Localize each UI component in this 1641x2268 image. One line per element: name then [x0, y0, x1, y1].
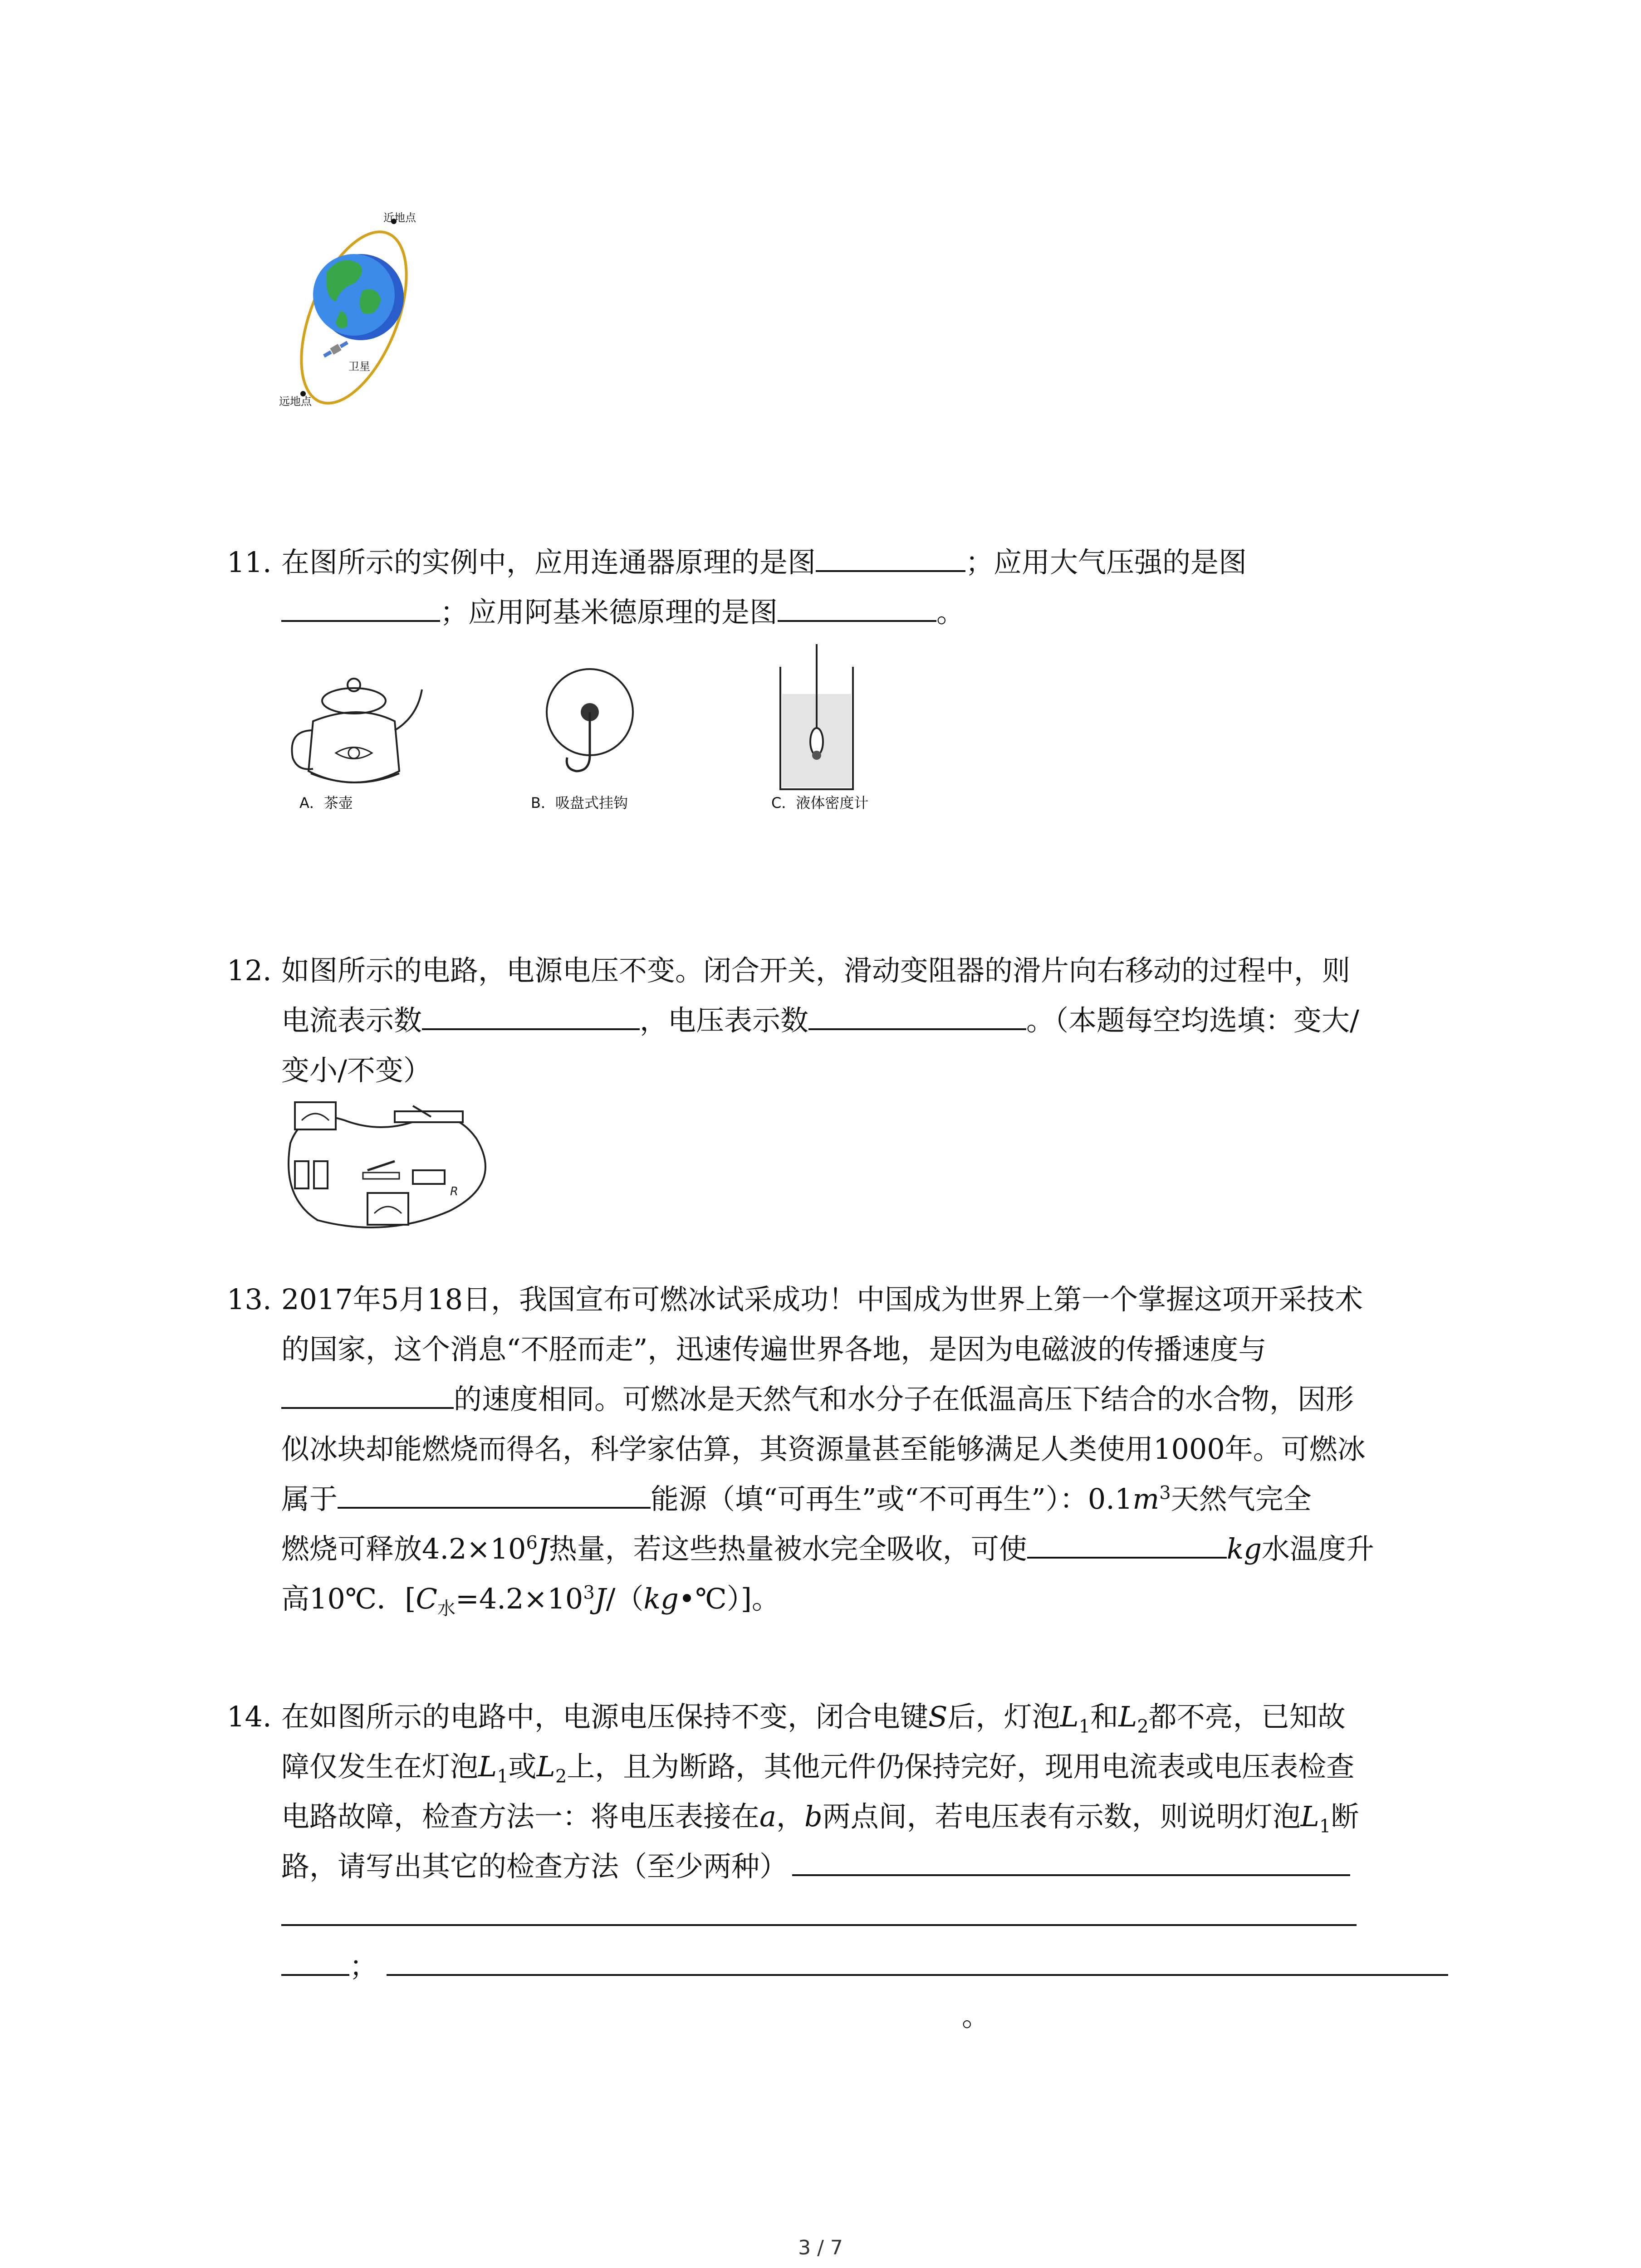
q13-text: 能源（填“可再生”或“不可再生”）：0.1	[651, 1482, 1133, 1515]
q11-text-4: 。	[936, 596, 965, 629]
near-point-label: 近地点	[383, 211, 416, 224]
q14-text: 两点间，若电压表有示数，则说明灯泡	[822, 1800, 1301, 1833]
q14-text: ；	[349, 1950, 378, 1983]
q13-text: •℃）]。	[678, 1582, 780, 1615]
caption-teapot: A．茶壶	[299, 794, 353, 811]
question-number: 12.	[227, 954, 272, 987]
answer-blank[interactable]	[816, 538, 965, 572]
q11-text-2: ；应用大气压强的是图	[965, 546, 1247, 579]
satellite-orbit-figure	[272, 213, 431, 408]
q11-text-3: ；应用阿基米德原理的是图	[440, 596, 778, 629]
answer-blank[interactable]	[281, 1892, 1357, 1926]
subscript: 1	[1078, 1716, 1091, 1737]
satellite-label: 卫星	[348, 360, 370, 373]
resistor-label: R	[450, 1185, 459, 1198]
q13-text: 天然气完全	[1171, 1482, 1312, 1515]
question-number: 11.	[227, 546, 272, 579]
answer-blank[interactable]	[792, 1843, 1350, 1876]
subscript: 2	[1137, 1716, 1149, 1737]
subscript: 1	[1319, 1816, 1331, 1837]
lamp-symbol: L	[536, 1750, 555, 1783]
symbol-c: C	[416, 1582, 437, 1615]
unit-m: m	[1132, 1482, 1160, 1515]
unit-kg: kg	[1226, 1532, 1262, 1565]
answer-blank[interactable]	[281, 1375, 454, 1409]
q14-text: 断	[1331, 1800, 1359, 1833]
lamp-symbol: L	[478, 1750, 497, 1783]
switch-symbol: S	[928, 1700, 948, 1733]
q13-line-2: 的国家，这个消息“不胫而走”，迅速传遍世界各地，是因为电磁波的传播速度与	[281, 1333, 1267, 1366]
q14-text: 电路故障，检查方法一：将电压表接在	[281, 1800, 760, 1833]
q13-text: 高10℃．[	[281, 1582, 416, 1615]
q14-text: 上，且为断路，其他元件仍保持完好，现用电流表或电压表检查	[567, 1750, 1355, 1783]
answer-blank[interactable]	[387, 1942, 1448, 1976]
q12-text-2: 电流表示数	[281, 1004, 422, 1037]
answer-blank[interactable]	[422, 997, 640, 1030]
q13-text: /（	[606, 1582, 644, 1615]
q12-text-3: ，电压表示数	[640, 1004, 809, 1037]
q12-text-4: 。（本题每空均选填：变大/	[1026, 1004, 1359, 1037]
exponent: 6	[526, 1532, 538, 1554]
q13-text: 属于	[281, 1482, 338, 1515]
q14-text: 障仅发生在灯泡	[281, 1750, 479, 1783]
q14-text: 。	[962, 1999, 990, 2033]
q13-line-4: 似冰块却能燃烧而得名，科学家估算，其资源量甚至能够满足人类使用1000年。可燃冰	[281, 1432, 1366, 1466]
caption-suction-hook: B．吸盘式挂钩	[531, 794, 628, 811]
q13-text: 热量，若这些热量被水完全吸收，可使	[549, 1532, 1027, 1565]
unit-j: J	[537, 1532, 549, 1565]
point-a: a	[759, 1800, 776, 1833]
answer-blank[interactable]	[1027, 1525, 1227, 1559]
point-b: b	[804, 1800, 823, 1833]
lamp-symbol: L	[1060, 1700, 1079, 1733]
exponent: 3	[583, 1582, 595, 1603]
page-number: 3 / 7	[798, 2236, 843, 2259]
q14-text: 或	[508, 1750, 537, 1783]
q14-text: 和	[1090, 1700, 1119, 1733]
q13-line-1: 2017年5月18日，我国宣布可燃冰试采成功！中国成为世界上第一个掌握这项开采技术	[281, 1283, 1363, 1316]
caption-hydrometer: C．液体密度计	[771, 794, 869, 811]
unit-j: J	[594, 1582, 606, 1615]
q13-text: 燃烧可释放4.2×10	[281, 1532, 526, 1565]
q13-text: 水温度升	[1262, 1532, 1375, 1565]
lamp-symbol: L	[1300, 1800, 1319, 1833]
answer-blank[interactable]	[338, 1475, 651, 1509]
q14-text: 在如图所示的电路中，电源电压保持不变，闭合电键	[281, 1700, 929, 1733]
teapot-figure	[286, 662, 431, 812]
subscript: 1	[497, 1766, 509, 1787]
question-number: 14.	[227, 1700, 272, 1733]
q12-text-1: 如图所示的电路，电源电压不变。闭合开关，滑动变阻器的滑片向右移动的过程中，则	[281, 954, 1351, 987]
far-point-label: 远地点	[279, 395, 312, 408]
suction-hook-figure	[526, 662, 671, 812]
q14-text: 后，灯泡	[947, 1700, 1060, 1733]
subscript: 2	[555, 1766, 567, 1787]
lamp-symbol: L	[1118, 1700, 1137, 1733]
q12-text-5: 变小/不变）	[281, 1054, 431, 1087]
subscript: 水	[437, 1598, 456, 1619]
circuit-figure-q12	[277, 1089, 513, 1238]
hydrometer-figure	[753, 640, 898, 812]
answer-blank[interactable]	[281, 1942, 349, 1976]
q13-line-3: 的速度相同。可燃冰是天然气和水分子在低温高压下结合的水合物，因形	[454, 1383, 1354, 1416]
question-number: 13.	[227, 1283, 272, 1316]
answer-blank[interactable]	[281, 588, 440, 622]
answer-blank[interactable]	[808, 997, 1026, 1030]
q14-text: ，	[776, 1800, 804, 1833]
exponent: 3	[1159, 1482, 1171, 1504]
answer-blank[interactable]	[778, 588, 936, 622]
q13-text: =4.2×10	[455, 1582, 583, 1615]
unit-kg: kg	[643, 1582, 679, 1615]
q11-text-1: 在图所示的实例中，应用连通器原理的是图	[281, 546, 816, 579]
q14-text: 路，请写出其它的检查方法（至少两种）	[281, 1850, 788, 1883]
q14-text: 都不亮，已知故	[1148, 1700, 1346, 1733]
